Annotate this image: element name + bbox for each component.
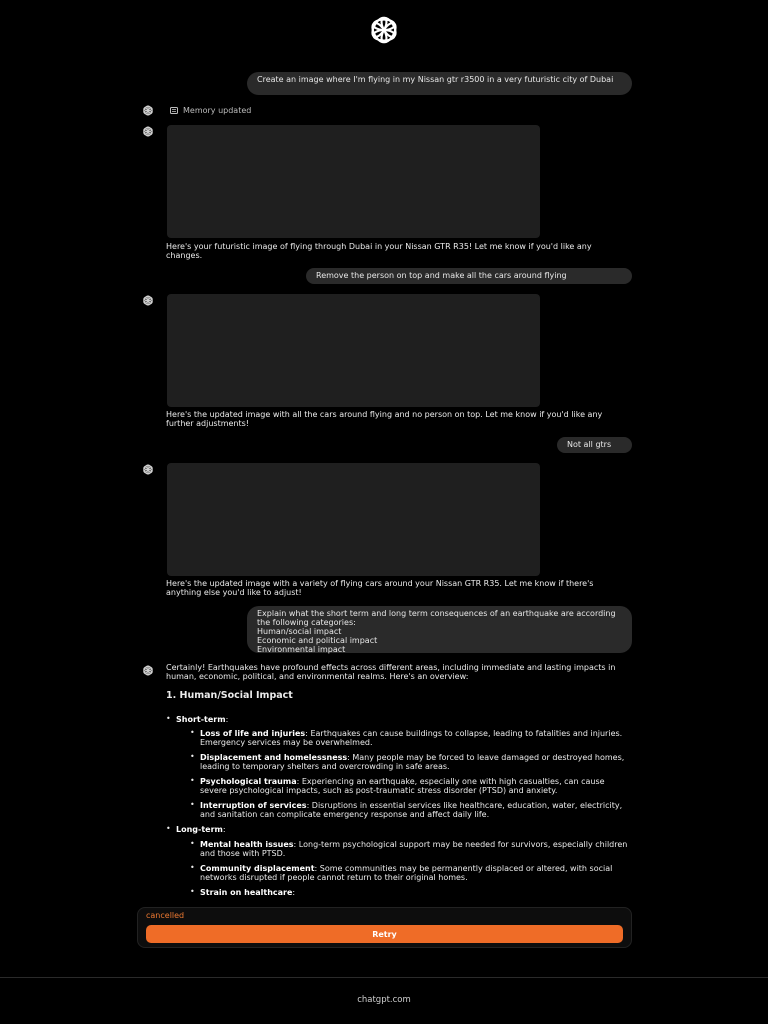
generated-image[interactable]	[167, 463, 540, 576]
user-message-text: Not all gtrs	[567, 440, 612, 449]
assistant-message-text: Here's the updated image with all the cars around flying and no person on top. Let me know if you'd like any further adjustments!	[166, 410, 603, 429]
long-term-list	[190, 841, 628, 898]
cancelled-status: cancelled	[146, 911, 185, 920]
user-message-line: Economic and political impact	[257, 635, 378, 645]
item-text: :	[292, 887, 296, 897]
assistant-message-text: Here's your futuristic image of flying through Dubai in your Nissan GTR R35! Let me know if you'd like any changes.	[166, 242, 592, 261]
list-item	[190, 802, 628, 820]
list-item	[190, 841, 628, 859]
short-term-list	[190, 730, 628, 820]
item-title: Psychological trauma	[200, 777, 297, 787]
user-message-text: Create an image where I'm flying in my Nissan gtr r3500 in a very futuristic city of Dubai	[257, 75, 614, 84]
item-title: Loss of life and injuries	[200, 729, 306, 739]
user-message	[247, 72, 632, 95]
site-domain[interactable]: chatgpt.com	[357, 995, 411, 1006]
assistant-avatar-icon	[138, 126, 157, 137]
short-term-label: Short-term	[176, 714, 226, 724]
user-message	[557, 437, 632, 453]
list-item	[190, 889, 628, 898]
generated-image[interactable]	[167, 125, 540, 238]
memory-icon	[170, 107, 178, 114]
item-text: : Disruptions in essential services like healthcare, education, water, electricity, and sanitation can complicate emergency response and affect daily life.	[200, 801, 623, 820]
assistant-avatar-icon	[138, 665, 157, 676]
user-message-text: Remove the person on top and make all the cars around flying	[316, 271, 567, 280]
list-item	[190, 730, 628, 748]
list-item: • Long-term: • Mental health issues: Long-term psychological support may be needed for survivors, especially children and those with PTSD. • Community displacement: Some communities may be permanently displaced or altered, with social networks disrupted if people cannot return to their original homes. • Strain on healthcare:	[166, 826, 628, 898]
assistant-avatar-icon	[138, 105, 157, 116]
openai-logo-icon	[364, 14, 404, 46]
user-message	[247, 606, 632, 653]
item-text: : Some communities may be permanently displaced or altered, with social networks disrupted if people cannot return to their original homes.	[200, 863, 613, 882]
answer-list	[166, 716, 628, 898]
memory-updated-text: Memory updated	[183, 106, 252, 115]
item-title: Displacement and homelessness	[200, 753, 348, 763]
generated-image[interactable]	[167, 294, 540, 407]
item-text: : Long-term psychological support may be needed for survivors, especially children and those with PTSD.	[200, 840, 628, 859]
list-item: • Short-term: • Loss of life and injuries: Earthquakes can cause buildings to collapse, leading to fatalities and injuries. Emergency services may be overwhelmed. • Displacement and homelessness: Many people may be forced to leave damaged or destroyed homes, leading to temporary shelters and overcrowding in safe areas. • Psychological trauma: Experiencing an earthquake, especially one with high casualties, can cause severe psychological impacts, such as post-traumatic stress disorder (PTSD) and anxiety. • Interruption of services: Disruptions in essential services like healthcare, education, water, electricity, and sanitation can complicate emergency response and affect daily life.	[166, 716, 628, 821]
answer-heading: 1. Human/Social Impact	[166, 689, 293, 701]
item-title: Interruption of services	[200, 801, 307, 811]
long-term-label: Long-term	[176, 825, 223, 835]
list-item	[190, 754, 628, 772]
memory-updated-status[interactable]	[170, 106, 251, 115]
assistant-message-text: Here's the updated image with a variety of flying cars around your Nissan GTR R35. Let me know if there's anything else you'd like to adjust!	[166, 579, 594, 598]
retry-button[interactable]: Retry	[146, 925, 623, 943]
answer-intro: Certainly! Earthquakes have profound effects across different areas, including immediate and lasting impacts in human, economic, political, and environmental realms. Here's an overview:	[166, 663, 616, 681]
user-message	[306, 268, 632, 284]
user-message-line: Environmental impact	[257, 644, 346, 654]
user-message-line: Explain what the short term and long term consequences of an earthquake are according the following categories:	[257, 609, 616, 627]
item-title: Mental health issues	[200, 840, 294, 850]
item-text: : Earthquakes can cause buildings to collapse, leading to fatalities and injuries. Emergency services may be overwhelmed.	[200, 729, 623, 748]
list-item	[190, 778, 628, 796]
user-message-line: Human/social impact	[257, 626, 342, 636]
list-item	[190, 865, 628, 883]
item-text: : Experiencing an earthquake, especially one with high casualties, can cause severe psychological impacts, such as post-traumatic stress disorder (PTSD) and anxiety.	[200, 777, 605, 796]
assistant-avatar-icon	[138, 295, 157, 306]
item-title: Strain on healthcare	[200, 887, 293, 897]
error-panel	[137, 907, 632, 948]
item-text: : Many people may be forced to leave damaged or destroyed homes, leading to temporary shelters and overcrowding in safe areas.	[200, 753, 625, 772]
assistant-answer	[166, 664, 628, 904]
assistant-avatar-icon	[138, 464, 157, 475]
footer	[0, 977, 768, 1024]
item-title: Community displacement	[200, 863, 315, 873]
